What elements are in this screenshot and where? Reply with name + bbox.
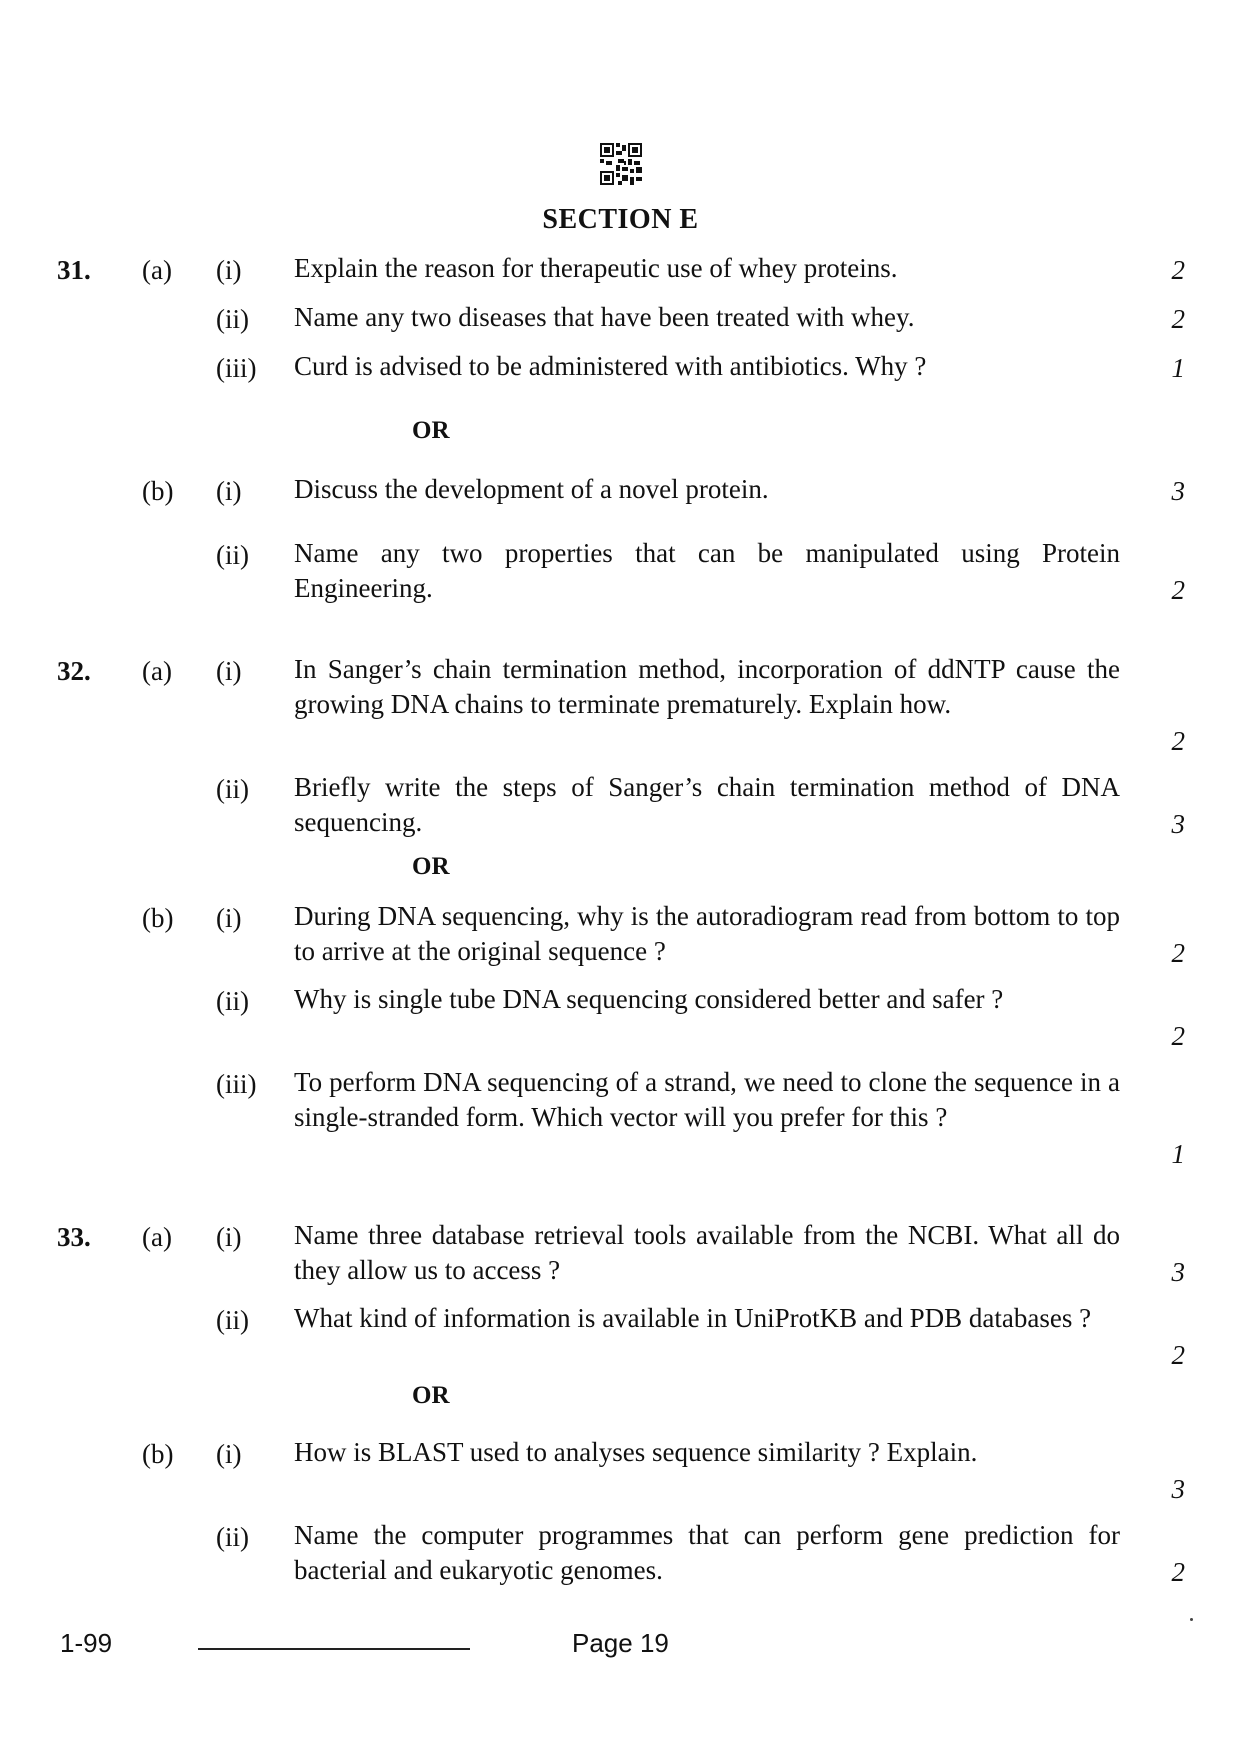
sub-label: (i) [216,903,242,933]
marks: 3 [1171,1474,1185,1504]
or-label: OR [412,853,450,880]
marks: 3 [1171,1257,1185,1287]
question-text: How is BLAST used to analyses sequence similarity ? Explain. [294,1437,978,1467]
question-text: Curd is advised to be administered with antibiotics. Why ? [294,351,927,381]
sub-label: (ii) [216,1305,249,1335]
footer-divider [198,1648,470,1650]
question-text: To perform DNA sequencing of a strand, we need to clone the sequence in a single-stranded form. Which vector will you prefer for this ? [294,1067,1120,1132]
sub-label: (i) [216,1222,242,1252]
question-text: Explain the reason for therapeutic use of whey proteins. [294,253,898,283]
sub-label: (ii) [216,1522,249,1552]
sub-label: (ii) [216,304,249,334]
part-label: (b) [142,476,174,506]
marks: 2 [1171,575,1185,605]
question-text: Name the computer programmes that can perform gene prediction for bacterial and eukaryotic genomes. [294,1520,1120,1585]
question-text: Why is single tube DNA sequencing considered better and safer ? [294,984,1004,1014]
question-number: 32. [57,656,91,686]
marks: 2 [1171,938,1185,968]
section-title: SECTION E [542,204,699,235]
marks: 1 [1171,1139,1185,1169]
paper-code: 1-99 [60,1628,113,1658]
part-label: (a) [142,1222,172,1252]
question-text: Name three database retrieval tools available from the NCBI. What all do they allow us to access ? [294,1220,1120,1285]
question-number: 33. [57,1222,91,1252]
question-text: Name any two properties that can be manipulated using Protein Engineering. [294,538,1120,603]
question-number: 31. [57,255,91,285]
marks: 2 [1171,255,1185,285]
footer-dot [1190,1618,1193,1621]
part-label: (b) [142,1439,174,1469]
sub-label: (ii) [216,986,249,1016]
sub-label: (ii) [216,774,249,804]
part-label: (b) [142,903,174,933]
question-text: In Sanger’s chain termination method, incorporation of ddNTP cause the growing DNA chains to terminate prematurely. Explain how. [294,654,1120,719]
sub-label: (iii) [216,353,257,383]
marks: 2 [1171,304,1185,334]
marks: 1 [1171,353,1185,383]
marks: 3 [1171,809,1185,839]
part-label: (a) [142,656,172,686]
sub-label: (i) [216,255,242,285]
marks: 3 [1171,476,1185,506]
question-text: During DNA sequencing, why is the autoradiogram read from bottom to top to arrive at the original sequence ? [294,901,1120,966]
sub-label: (i) [216,1439,242,1469]
marks: 2 [1171,1557,1185,1587]
or-label: OR [412,1382,450,1409]
or-label: OR [412,417,450,444]
sub-label: (ii) [216,540,249,570]
question-text: Discuss the development of a novel protein. [294,474,769,504]
sub-label: (i) [216,476,242,506]
sub-label: (iii) [216,1069,257,1099]
marks: 2 [1171,726,1185,756]
sub-label: (i) [216,656,242,686]
question-text: What kind of information is available in UniProtKB and PDB databases ? [294,1303,1092,1333]
question-text: Name any two diseases that have been treated with whey. [294,302,915,332]
marks: 2 [1171,1021,1185,1051]
marks: 2 [1171,1340,1185,1370]
question-text: Briefly write the steps of Sanger’s chain termination method of DNA sequencing. [294,772,1120,837]
page-number: Page 19 [572,1628,669,1658]
part-label: (a) [142,255,172,285]
qr-code-icon [600,143,642,185]
